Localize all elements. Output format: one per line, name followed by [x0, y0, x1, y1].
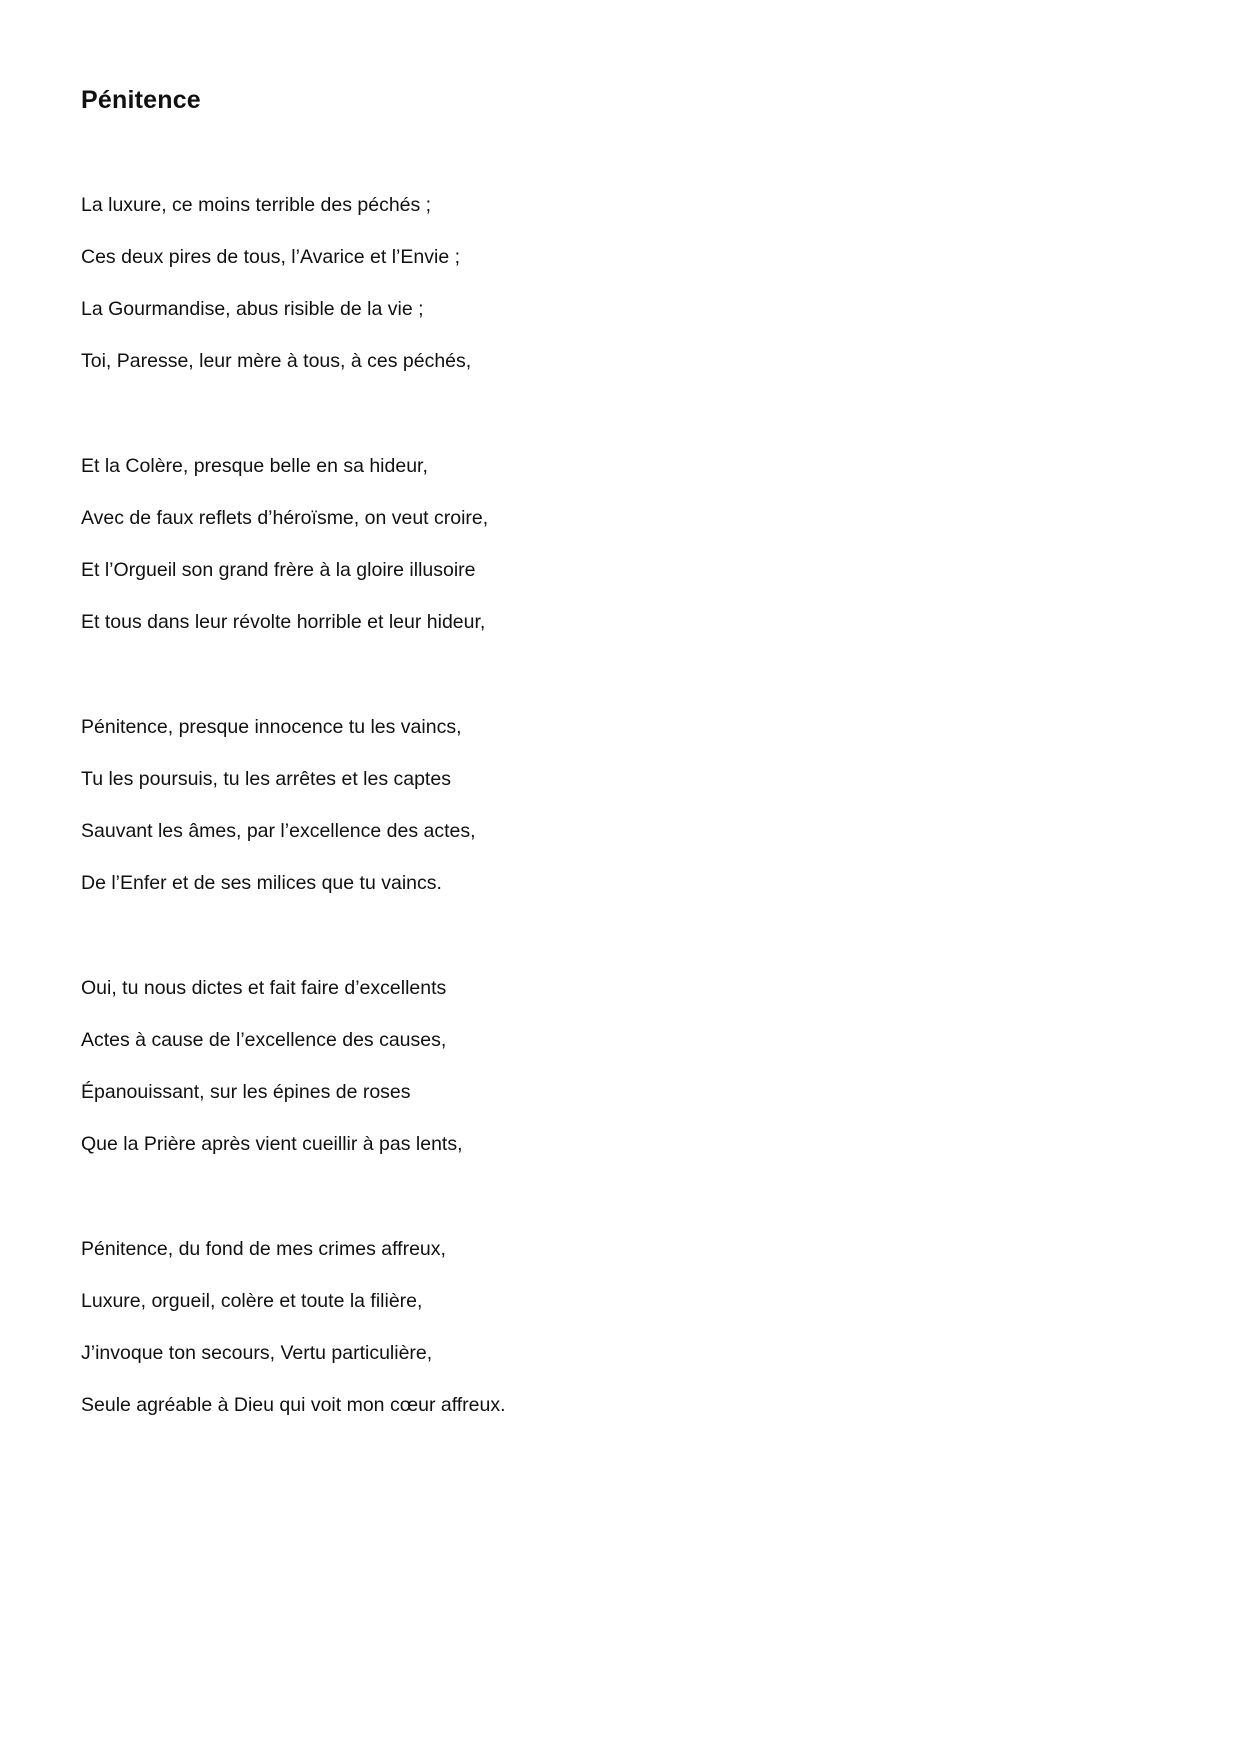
poem-title: Pénitence — [81, 86, 201, 114]
verse-line: La luxure, ce moins terrible des péchés ; — [81, 194, 432, 216]
verse-line: Tu les poursuis, tu les arrêtes et les captes — [81, 768, 451, 790]
stanza-4 — [81, 975, 1161, 1183]
stanza-2 — [81, 453, 1161, 661]
verse-line: Épanouissant, sur les épines de roses — [81, 1081, 411, 1103]
verse-line: Sauvant les âmes, par l’excellence des actes, — [81, 820, 476, 842]
verse-line: Luxure, orgueil, colère et toute la filière, — [81, 1290, 423, 1312]
verse-line: Oui, tu nous dictes et fait faire d’excellents — [81, 977, 447, 999]
stanza-1 — [81, 192, 1161, 400]
verse-line: Toi, Paresse, leur mère à tous, à ces péchés, — [81, 350, 472, 372]
verse-line: Avec de faux reflets d’héroïsme, on veut croire, — [81, 507, 489, 529]
stanza-3 — [81, 714, 1161, 922]
verse-line: J’invoque ton secours, Vertu particulière, — [81, 1342, 433, 1364]
verse-line: Et l’Orgueil son grand frère à la gloire illusoire — [81, 559, 476, 581]
verse-line: Et la Colère, presque belle en sa hideur, — [81, 455, 428, 477]
verse-line: Actes à cause de l’excellence des causes, — [81, 1029, 447, 1051]
poem-body — [81, 192, 1161, 1497]
verse-line: Pénitence, presque innocence tu les vaincs, — [81, 716, 462, 738]
verse-line: Ces deux pires de tous, l’Avarice et l’Envie ; — [81, 246, 460, 268]
verse-line: La Gourmandise, abus risible de la vie ; — [81, 298, 424, 320]
verse-line: Et tous dans leur révolte horrible et leur hideur, — [81, 611, 486, 633]
stanza-5 — [81, 1236, 1161, 1444]
verse-line: Pénitence, du fond de mes crimes affreux, — [81, 1238, 446, 1260]
verse-line: Que la Prière après vient cueillir à pas lents, — [81, 1133, 463, 1155]
verse-line: Seule agréable à Dieu qui voit mon cœur affreux. — [81, 1394, 506, 1416]
verse-line: De l’Enfer et de ses milices que tu vaincs. — [81, 872, 442, 894]
